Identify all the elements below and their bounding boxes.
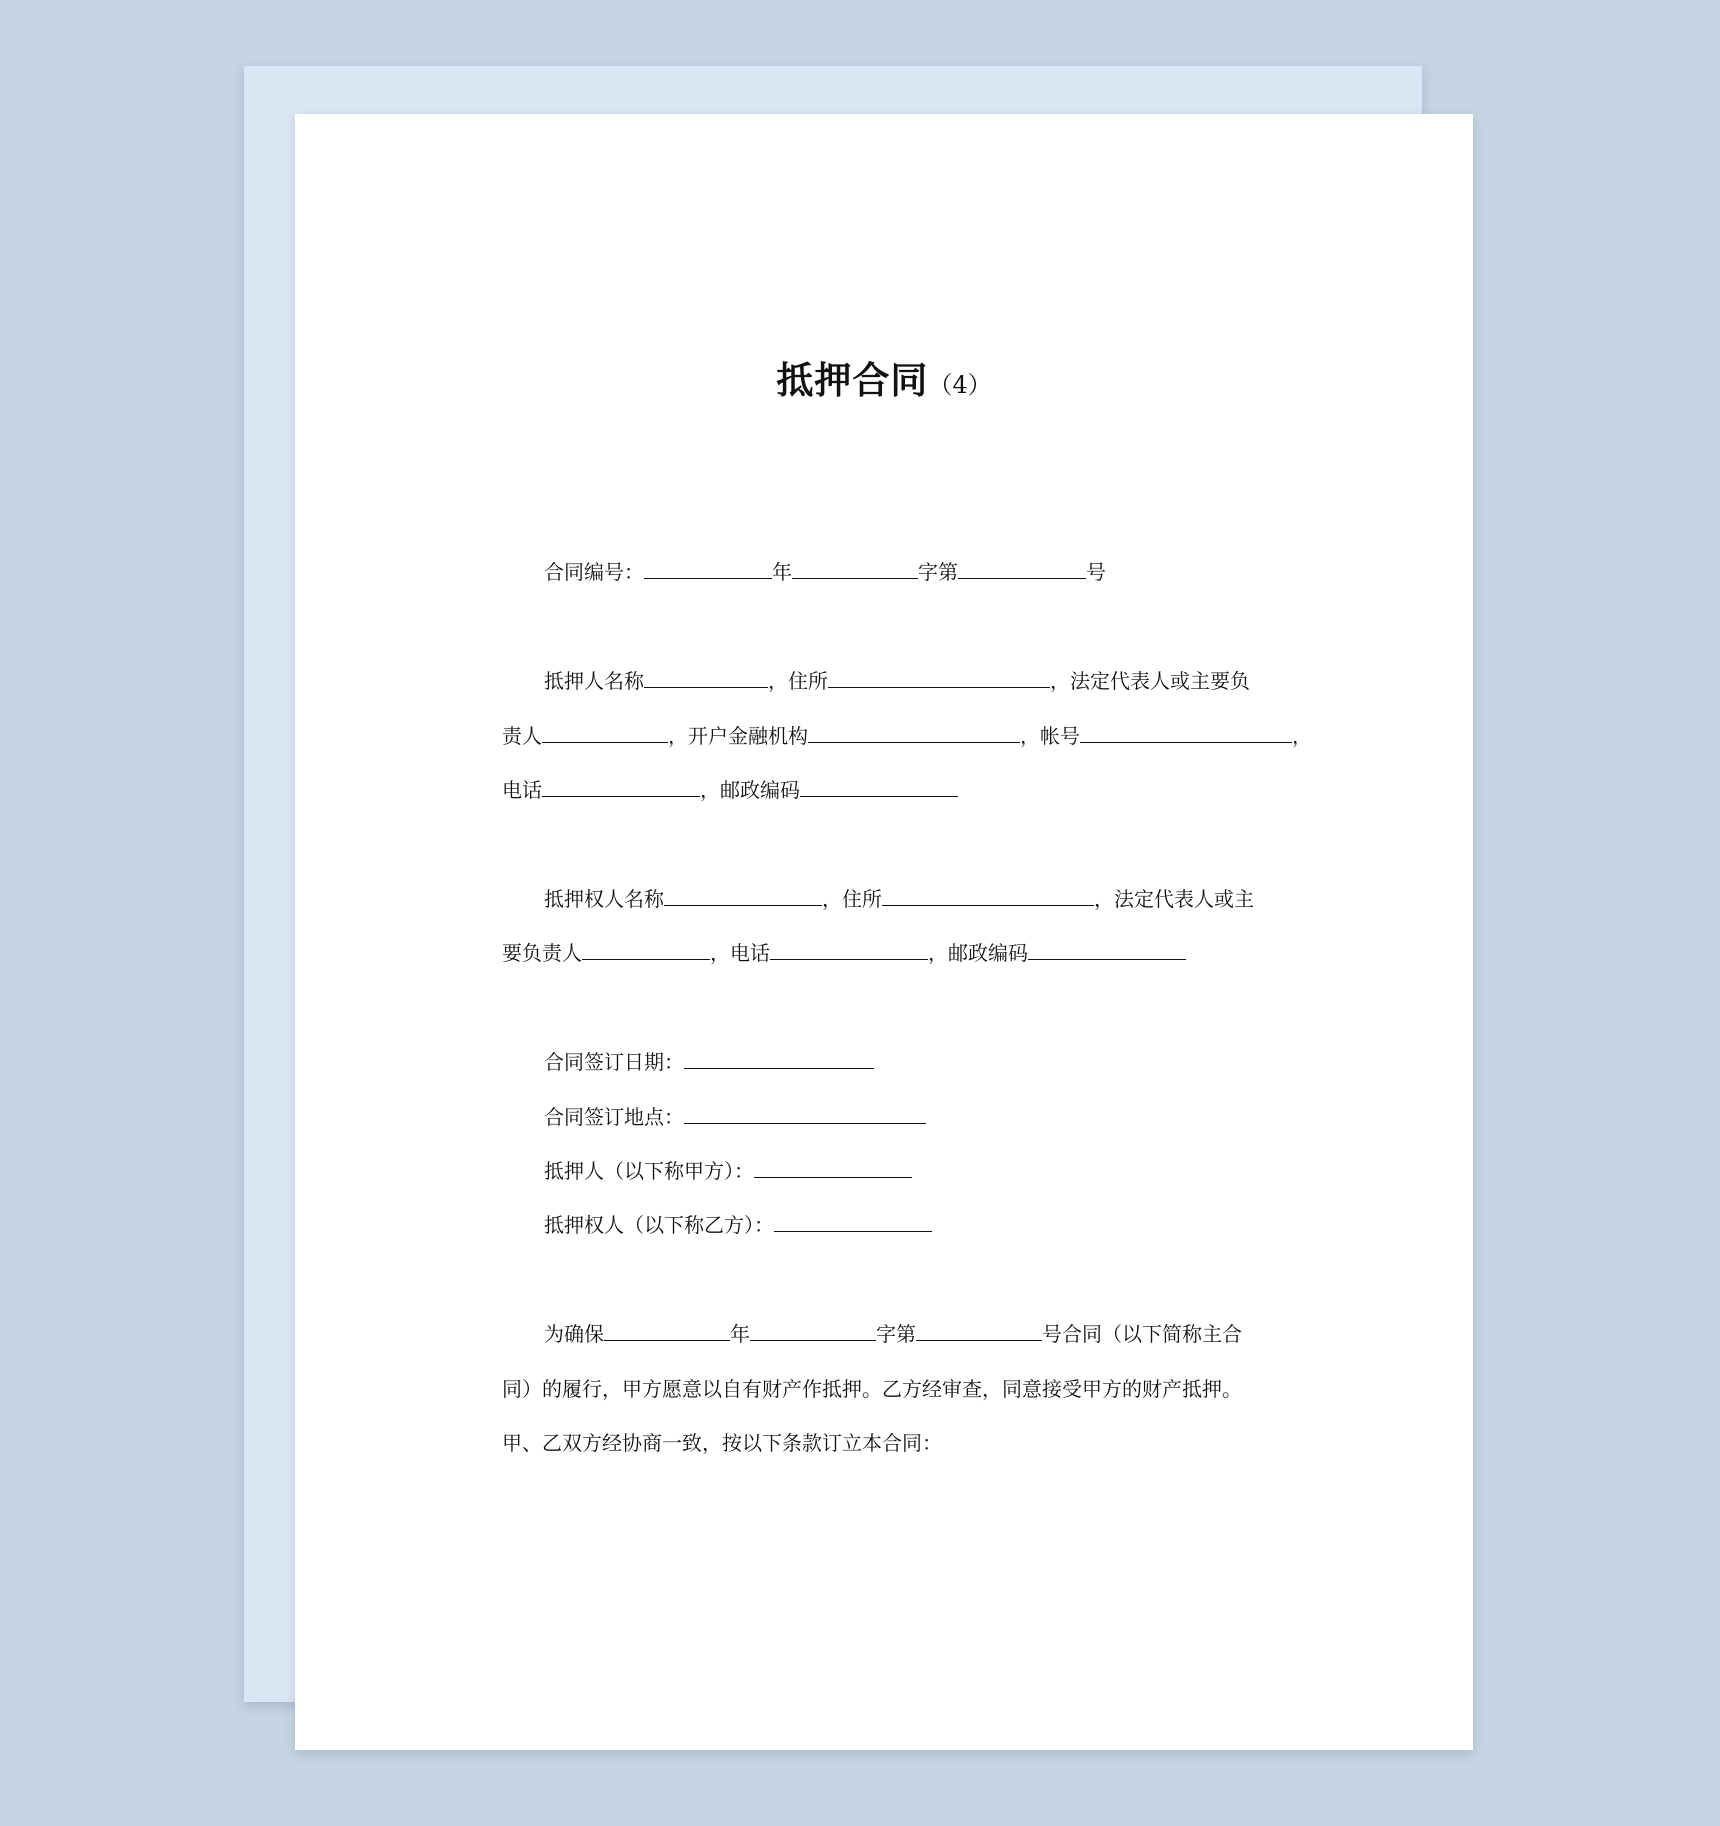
- mortgagor-line-1: [544, 668, 1250, 694]
- mortgagor-phone-blank[interactable]: [542, 778, 700, 797]
- preamble-line-2: 同）的履行，甲方愿意以自有财产作抵押。乙方经审查，同意接受甲方的财产抵押。: [502, 1377, 1242, 1401]
- contract-zidi-label: 字第: [918, 560, 958, 584]
- mortgagee-phone-label: ，电话: [710, 941, 770, 965]
- mortgagor-rep-label: ，法定代表人或主要负: [1050, 669, 1250, 693]
- document-title: [295, 350, 1473, 404]
- signing-place-line: [544, 1104, 926, 1130]
- signing-date-label: 合同签订日期：: [544, 1050, 684, 1074]
- contract-number-line: [544, 559, 1106, 585]
- mortgagee-responsible-label: 要负责人: [502, 941, 582, 965]
- signing-place-label: 合同签订地点：: [544, 1105, 684, 1129]
- title-text: 抵押合同: [776, 359, 929, 402]
- contract-hao-label: 号: [1086, 560, 1106, 584]
- party-a-line: [544, 1158, 912, 1184]
- preamble-zidi-label: 字第: [876, 1322, 916, 1346]
- signing-place-blank[interactable]: [684, 1105, 926, 1124]
- mortgagee-address-label: ，住所: [822, 887, 882, 911]
- mortgagor-phone-label: 电话: [502, 778, 542, 802]
- mortgagor-postcode-blank[interactable]: [800, 778, 958, 797]
- preamble-contract-label: 号合同（以下简称主合: [1042, 1322, 1242, 1346]
- mortgagee-line-2: [502, 940, 1186, 966]
- contract-year-blank[interactable]: [644, 560, 772, 579]
- contract-number-blank[interactable]: [958, 560, 1086, 579]
- mortgagor-postcode-label: ，邮政编码: [700, 778, 800, 802]
- mortgagor-responsible-blank[interactable]: [542, 724, 668, 743]
- mortgagee-address-blank[interactable]: [882, 887, 1094, 906]
- preamble-number-blank[interactable]: [916, 1322, 1042, 1341]
- mortgagor-address-label: ，住所: [768, 669, 828, 693]
- party-b-line: [544, 1212, 932, 1238]
- mortgagee-postcode-label: ，邮政编码: [928, 941, 1028, 965]
- mortgagor-responsible-label: 责人: [502, 724, 542, 748]
- party-b-blank[interactable]: [774, 1213, 932, 1232]
- mortgagor-line-2: [502, 723, 1312, 749]
- signing-date-line: [544, 1049, 874, 1075]
- title-suffix: （4）: [928, 371, 992, 399]
- preamble-year-label: 年: [730, 1322, 750, 1346]
- preamble-year-blank[interactable]: [604, 1322, 730, 1341]
- contract-zi-blank[interactable]: [792, 560, 918, 579]
- mortgagor-account-blank[interactable]: [1080, 724, 1292, 743]
- mortgagee-rep-label: ，法定代表人或主: [1094, 887, 1254, 911]
- mortgagor-name-label: 抵押人名称: [544, 669, 644, 693]
- mortgagee-responsible-blank[interactable]: [582, 941, 710, 960]
- mortgagor-bank-label: ，开户金融机构: [668, 724, 808, 748]
- mortgagor-bank-blank[interactable]: [808, 724, 1020, 743]
- party-a-label: 抵押人（以下称甲方）：: [544, 1159, 754, 1183]
- mortgagee-phone-blank[interactable]: [770, 941, 928, 960]
- signing-date-blank[interactable]: [684, 1050, 874, 1069]
- mortgagee-line-1: [544, 886, 1254, 912]
- mortgagor-account-label: ，帐号: [1020, 724, 1080, 748]
- party-b-label: 抵押权人（以下称乙方）：: [544, 1213, 774, 1237]
- contract-number-label: 合同编号：: [544, 560, 644, 584]
- preamble-line-3: 甲、乙双方经协商一致，按以下条款订立本合同：: [502, 1431, 942, 1455]
- preamble-line-1: [544, 1321, 1242, 1347]
- mortgagee-postcode-blank[interactable]: [1028, 941, 1186, 960]
- mortgagor-address-blank[interactable]: [828, 669, 1050, 688]
- mortgagor-name-blank[interactable]: [644, 669, 768, 688]
- contract-year-label: 年: [772, 560, 792, 584]
- party-a-blank[interactable]: [754, 1159, 912, 1178]
- mortgagor-line-3: [502, 777, 958, 803]
- preamble-zi-blank[interactable]: [750, 1322, 876, 1341]
- mortgagor-line2-comma: ，: [1292, 724, 1312, 748]
- preamble-ensure-label: 为确保: [544, 1322, 604, 1346]
- document-page: [295, 114, 1473, 1750]
- mortgagee-name-blank[interactable]: [664, 887, 822, 906]
- mortgagee-name-label: 抵押权人名称: [544, 887, 664, 911]
